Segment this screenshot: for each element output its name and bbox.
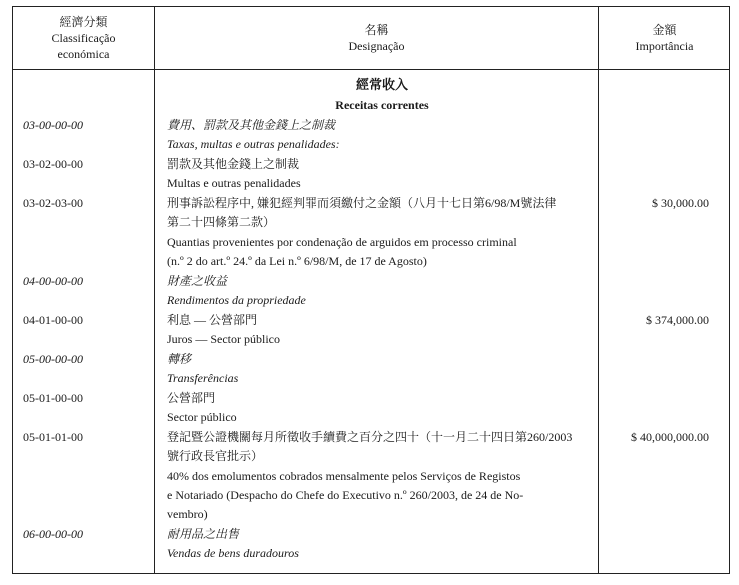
row-designation-zh: 財產之收益 xyxy=(167,274,228,288)
header-classification-pt-1: Classificação xyxy=(51,31,116,45)
row-code: 05-01-01-00 xyxy=(23,430,83,444)
header-amount-pt: Importância xyxy=(635,39,694,53)
row-designation-zh: 第二十四條第二款） xyxy=(167,215,276,229)
column-divider xyxy=(598,7,599,573)
row-code: 06-00-00-00 xyxy=(23,527,83,541)
row-designation-pt: vembro) xyxy=(167,507,208,521)
row-designation-zh: 費用、罰款及其他金錢上之制裁 xyxy=(167,118,336,132)
row-designation-pt: e Notariado (Despacho do Chefe do Executivo n.º 260/2003, de 24 de No- xyxy=(167,488,524,502)
header-amount-zh: 金額 xyxy=(652,23,677,37)
row-designation-zh: 號行政長官批示） xyxy=(167,449,264,463)
row-designation-zh: 刑事訴訟程序中, 嫌犯經判罪而須繳付之金額（八月十七日第6/98/M號法律 xyxy=(167,196,557,210)
row-code: 05-01-00-00 xyxy=(23,391,83,405)
row-code: 03-00-00-00 xyxy=(23,118,83,132)
row-designation-pt: Vendas de bens duradouros xyxy=(167,546,299,560)
header-classification-pt-2: económica xyxy=(57,47,110,61)
row-amount: $ 30,000.00 xyxy=(652,196,709,210)
row-designation-pt: Taxas, multas e outras penalidades: xyxy=(167,137,340,151)
row-designation-zh: 公營部門 xyxy=(167,391,216,405)
row-designation-pt: 40% dos emolumentos cobrados mensalmente pelos Serviços de Registos xyxy=(167,469,521,483)
row-code: 03-02-03-00 xyxy=(23,196,83,210)
row-amount: $ 374,000.00 xyxy=(646,313,709,327)
row-designation-pt: Quantias provenientes por condenação de arguidos em processo criminal xyxy=(167,235,517,249)
row-amount: $ 40,000,000.00 xyxy=(631,430,709,444)
row-designation-zh: 登記暨公證機關每月所徵收手續費之百分之四十（十一月二十四日第260/2003 xyxy=(167,430,573,444)
row-designation-pt: Transferências xyxy=(167,371,239,385)
row-designation-pt: (n.º 2 do art.º 24.º da Lei n.º 6/98/M, de 17 de Agosto) xyxy=(167,254,427,268)
row-designation-zh: 轉移 xyxy=(167,352,192,366)
row-code: 04-00-00-00 xyxy=(23,274,83,288)
budget-table xyxy=(12,6,730,574)
header-amount xyxy=(599,7,730,69)
row-designation-zh: 利息 — 公營部門 xyxy=(167,313,258,327)
row-designation-pt: Rendimentos da propriedade xyxy=(167,293,306,307)
row-designation-pt: Sector público xyxy=(167,410,237,424)
section-title-pt: Receitas correntes xyxy=(335,98,429,112)
row-code: 03-02-00-00 xyxy=(23,157,83,171)
header-designation-zh: 名稱 xyxy=(364,23,389,37)
header-designation xyxy=(155,7,598,69)
row-designation-pt: Multas e outras penalidades xyxy=(167,176,301,190)
header-classification-zh: 經濟分類 xyxy=(59,15,108,29)
section-title-zh: 經常收入 xyxy=(355,77,408,92)
header-divider xyxy=(13,69,729,70)
row-code: 05-00-00-00 xyxy=(23,352,83,366)
header-designation-pt: Designação xyxy=(348,39,405,53)
row-designation-zh: 罰款及其他金錢上之制裁 xyxy=(167,157,300,171)
row-code: 04-01-00-00 xyxy=(23,313,83,327)
header-classification xyxy=(13,7,154,69)
row-designation-zh: 耐用品之出售 xyxy=(167,527,240,541)
row-designation-pt: Juros — Sector público xyxy=(167,332,280,346)
